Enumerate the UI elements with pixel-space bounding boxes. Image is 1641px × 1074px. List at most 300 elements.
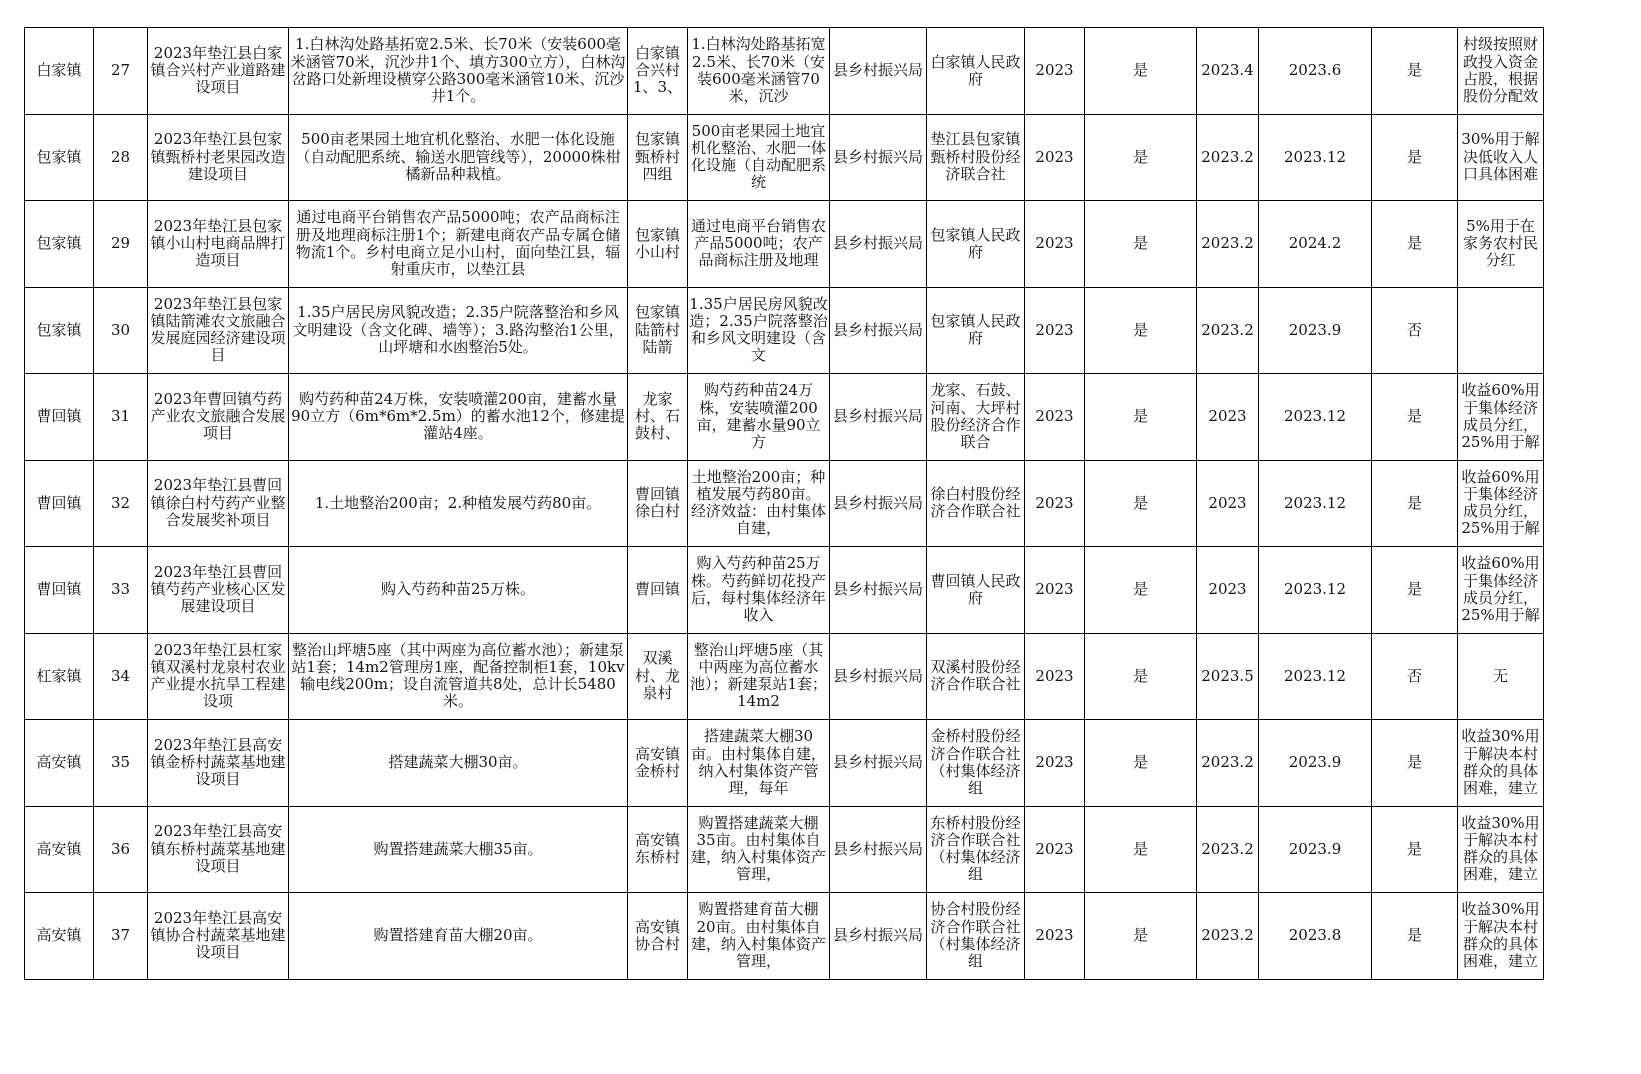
project-name-cell <box>148 374 289 461</box>
number-cell-text: 28 <box>110 147 131 166</box>
flag-cell <box>1085 287 1197 374</box>
flag-cell <box>1085 460 1197 547</box>
owner-cell-text: 东桥村股份经济合作联合社（村集体经济组 <box>930 813 1021 884</box>
construction-content-cell <box>289 28 628 115</box>
flag-cell-text: 是 <box>1132 407 1148 426</box>
flag-cell <box>1085 28 1197 115</box>
construction-content-cell <box>289 633 628 720</box>
construction-content-cell <box>289 893 628 980</box>
remark-cell-text: 收益30%用于解决本村群众的具体困难，建立 <box>1461 900 1540 970</box>
number-cell-text: 31 <box>110 407 131 426</box>
owner-cell-text: 协合村股份经济合作联合社（村集体经济组 <box>930 900 1021 970</box>
project-name-cell-text: 2023年垫江县包家镇小山村电商品牌打造项目 <box>150 216 286 270</box>
project-name-cell-text: 2023年垫江县杠家镇双溪村龙泉村农业产业提水抗旱工程建设项 <box>150 640 286 711</box>
start-date-cell-text: 2023.2 <box>1201 234 1254 253</box>
owner-cell <box>927 720 1025 807</box>
end-date-cell-text: 2023.12 <box>1283 666 1347 685</box>
table-row <box>25 893 1641 980</box>
construction-content-cell <box>289 201 628 288</box>
benefit-cell-text: 购芍药种苗24万株，安装喷灌200亩，建蓄水量90立方 <box>696 381 821 451</box>
flag-cell-2-text: 是 <box>1406 926 1422 945</box>
location-cell <box>628 720 688 807</box>
flag-cell-2-text: 是 <box>1406 234 1422 253</box>
benefit-cell <box>688 287 830 374</box>
flag-cell-2-text: 是 <box>1406 147 1422 166</box>
construction-content-cell-text: 1.土地整治200亩；2.种植发展芍药80亩。 <box>314 493 602 512</box>
end-date-cell <box>1259 28 1372 115</box>
location-cell <box>628 460 688 547</box>
start-date-cell <box>1197 374 1259 461</box>
remark-cell-text: 收益30%用于解决本村群众的具体困难，建立 <box>1461 813 1540 884</box>
number-cell <box>94 201 148 288</box>
table-row <box>25 547 1641 634</box>
number-cell-text: 34 <box>110 666 131 685</box>
year-cell <box>1025 460 1085 547</box>
project-name-cell <box>148 114 289 201</box>
department-cell <box>830 28 927 115</box>
construction-content-cell-text: 通过电商平台销售农产品5000吨；农产品商标注册及地理商标注册1个；新建电商农产品专属仓储物流1个。乡村电商立足小山村，面向垫江县，辐射重庆市，以垫江县 <box>295 208 621 278</box>
remark-cell-text: 收益60%用于集体经济成员分红，25%用于解 <box>1461 467 1540 538</box>
start-date-cell <box>1197 114 1259 201</box>
department-cell-text: 县乡村振兴局 <box>832 493 923 512</box>
construction-content-cell-text: 购入芍药种苗25万株。 <box>380 580 536 599</box>
location-cell <box>628 806 688 893</box>
remark-cell-text: 30%用于解决低收入人口具体困难 <box>1461 130 1540 183</box>
year-cell-text: 2023 <box>1035 147 1074 166</box>
project-name-cell <box>148 720 289 807</box>
year-cell-text: 2023 <box>1035 234 1074 253</box>
construction-content-cell-text: 购芍药种苗24万株，安装喷灌200亩，建蓄水量90立方（6m*6m*2.5m）的蓄水池12个，修建提灌站4座。 <box>291 389 625 443</box>
number-cell-text: 33 <box>110 580 131 599</box>
flag-cell-2-text: 是 <box>1406 61 1422 80</box>
department-cell <box>830 633 927 720</box>
town-cell <box>25 460 94 547</box>
owner-cell <box>927 201 1025 288</box>
flag-cell-text: 是 <box>1132 61 1148 80</box>
owner-cell-text: 金桥村股份经济合作联合社（村集体经济组 <box>930 727 1021 797</box>
number-cell <box>94 633 148 720</box>
department-cell-text: 县乡村振兴局 <box>832 926 923 945</box>
benefit-cell-text: 土地整治200亩；种植发展芍药80亩。经济效益：由村集体自建， <box>690 467 826 538</box>
department-cell-text: 县乡村振兴局 <box>832 839 923 858</box>
department-cell-text: 县乡村振兴局 <box>832 666 923 685</box>
owner-cell-text: 垫江县包家镇甄桥村股份经济联合社 <box>930 130 1021 183</box>
end-date-cell <box>1259 633 1372 720</box>
end-date-cell <box>1259 201 1372 288</box>
benefit-cell <box>688 460 830 547</box>
flag-cell-2 <box>1372 374 1458 461</box>
town-cell <box>25 374 94 461</box>
department-cell <box>830 201 927 288</box>
location-cell <box>628 114 688 201</box>
flag-cell-2 <box>1372 287 1458 374</box>
start-date-cell <box>1197 633 1259 720</box>
project-name-cell-text: 2023年垫江县高安镇协合村蔬菜基地建设项目 <box>150 908 286 962</box>
project-name-cell-text: 2023年曹回镇芍药产业农文旅融合发展项目 <box>150 389 286 443</box>
benefit-cell-text: 搭建蔬菜大棚30亩。由村集体自建，纳入村集体资产管理，每年 <box>690 727 826 797</box>
flag-cell-2-text: 是 <box>1406 407 1422 426</box>
owner-cell-text: 白家镇人民政府 <box>930 52 1021 88</box>
benefit-cell <box>688 201 830 288</box>
town-cell-text: 曹回镇 <box>36 580 82 599</box>
year-cell <box>1025 547 1085 634</box>
flag-cell-text: 是 <box>1132 926 1148 945</box>
project-name-cell <box>148 201 289 288</box>
flag-cell-2 <box>1372 201 1458 288</box>
remark-cell <box>1458 720 1544 807</box>
location-cell-text: 高安镇协合村 <box>634 917 680 953</box>
table-row <box>25 460 1641 547</box>
location-cell-text: 高安镇东桥村 <box>634 831 680 867</box>
start-date-cell-text: 2023 <box>1208 493 1247 512</box>
construction-content-cell <box>289 720 628 807</box>
number-cell <box>94 893 148 980</box>
flag-cell-2-text: 否 <box>1406 666 1422 685</box>
owner-cell-text: 包家镇人民政府 <box>930 225 1021 261</box>
year-cell-text: 2023 <box>1035 493 1074 512</box>
remark-cell <box>1458 287 1544 374</box>
number-cell <box>94 460 148 547</box>
project-name-cell-text: 2023年垫江县高安镇东桥村蔬菜基地建设项目 <box>150 822 286 875</box>
benefit-cell <box>688 893 830 980</box>
year-cell <box>1025 28 1085 115</box>
year-cell <box>1025 806 1085 893</box>
department-cell-text: 县乡村振兴局 <box>832 753 923 772</box>
flag-cell <box>1085 201 1197 288</box>
benefit-cell-text: 1.白林沟处路基拓宽2.5米、长70米（安装600毫米涵管70米，沉沙 <box>691 35 826 105</box>
flag-cell <box>1085 547 1197 634</box>
year-cell <box>1025 633 1085 720</box>
flag-cell <box>1085 720 1197 807</box>
project-name-cell <box>148 28 289 115</box>
remark-cell <box>1458 806 1544 893</box>
project-name-cell <box>148 806 289 893</box>
table-row <box>25 720 1641 807</box>
benefit-cell-text: 500亩老果园土地宜机化整治、水肥一体化设施（自动配肥系统 <box>690 121 826 192</box>
project-name-cell <box>148 547 289 634</box>
start-date-cell <box>1197 806 1259 893</box>
start-date-cell-text: 2023.2 <box>1201 839 1254 858</box>
year-cell-text: 2023 <box>1035 580 1074 599</box>
location-cell <box>628 374 688 461</box>
project-name-cell <box>148 460 289 547</box>
flag-cell-2-text: 是 <box>1406 493 1422 512</box>
number-cell <box>94 720 148 807</box>
start-date-cell-text: 2023.5 <box>1201 666 1254 685</box>
benefit-cell <box>688 720 830 807</box>
number-cell <box>94 28 148 115</box>
remark-cell <box>1458 201 1544 288</box>
remark-cell-text: 5%用于在家务农村民分红 <box>1462 216 1538 270</box>
benefit-cell <box>688 114 830 201</box>
project-name-cell-text: 2023年垫江县高安镇金桥村蔬菜基地建设项目 <box>150 735 286 789</box>
year-cell <box>1025 720 1085 807</box>
location-cell <box>628 633 688 720</box>
start-date-cell <box>1197 893 1259 980</box>
flag-cell-2-text: 是 <box>1406 839 1422 858</box>
flag-cell-text: 是 <box>1132 234 1148 253</box>
town-cell-text: 包家镇 <box>36 320 82 339</box>
remark-cell <box>1458 374 1544 461</box>
construction-content-cell-text: 整治山坪塘5座（其中两座为高位蓄水池）；新建泵站1套；14m2管理房1座，配备控制柜1套，10kv输电线200m；设自流管道共8处，总计长5480米。 <box>291 640 625 711</box>
year-cell-text: 2023 <box>1035 753 1074 772</box>
town-cell <box>25 893 94 980</box>
end-date-cell-text: 2023.9 <box>1288 320 1342 339</box>
construction-content-cell-text: 搭建蔬菜大棚30亩。 <box>388 753 528 772</box>
town-cell <box>25 287 94 374</box>
benefit-cell <box>688 374 830 461</box>
start-date-cell-text: 2023.4 <box>1201 61 1254 80</box>
owner-cell-text: 龙家、石鼓、河南、大坪村股份经济合作联合 <box>930 381 1021 451</box>
owner-cell <box>927 460 1025 547</box>
year-cell <box>1025 893 1085 980</box>
flag-cell <box>1085 893 1197 980</box>
location-cell <box>628 547 688 634</box>
flag-cell-2 <box>1372 633 1458 720</box>
construction-content-cell-text: 购置搭建育苗大棚20亩。 <box>373 926 543 945</box>
project-name-cell <box>148 893 289 980</box>
flag-cell <box>1085 374 1197 461</box>
start-date-cell <box>1197 547 1259 634</box>
benefit-cell-text: 1.35户居民房风貌改造；2.35户院落整治和乡风文明建设（含文 <box>689 294 828 365</box>
town-cell-text: 白家镇 <box>36 61 82 80</box>
number-cell-text: 37 <box>110 926 131 945</box>
project-name-cell-text: 2023年垫江县包家镇甄桥村老果园改造建设项目 <box>150 130 286 183</box>
flag-cell-2 <box>1372 893 1458 980</box>
flag-cell <box>1085 114 1197 201</box>
town-cell-text: 曹回镇 <box>36 407 82 426</box>
end-date-cell <box>1259 114 1372 201</box>
flag-cell-2 <box>1372 720 1458 807</box>
department-cell <box>830 460 927 547</box>
construction-content-cell <box>289 806 628 893</box>
flag-cell-text: 是 <box>1132 493 1148 512</box>
department-cell-text: 县乡村振兴局 <box>832 147 923 166</box>
location-cell-text: 包家镇陆箭村陆箭 <box>634 303 680 356</box>
owner-cell <box>927 28 1025 115</box>
number-cell-text: 30 <box>110 320 131 339</box>
end-date-cell <box>1259 893 1372 980</box>
end-date-cell <box>1259 460 1372 547</box>
flag-cell-text: 是 <box>1132 147 1148 166</box>
table-row <box>25 806 1641 893</box>
number-cell-text: 35 <box>110 753 131 772</box>
location-cell <box>628 893 688 980</box>
end-date-cell-text: 2023.12 <box>1283 407 1347 426</box>
flag-cell-2-text: 否 <box>1406 320 1422 339</box>
construction-content-cell <box>289 287 628 374</box>
number-cell-text: 27 <box>110 61 131 80</box>
remark-cell <box>1458 114 1544 201</box>
end-date-cell-text: 2023.9 <box>1288 753 1342 772</box>
department-cell <box>830 547 927 634</box>
owner-cell <box>927 374 1025 461</box>
start-date-cell-text: 2023.2 <box>1201 926 1254 945</box>
project-name-cell <box>148 633 289 720</box>
flag-cell-text: 是 <box>1132 666 1148 685</box>
flag-cell <box>1085 806 1197 893</box>
location-cell-text: 白家镇合兴村1、3、 <box>632 43 683 97</box>
owner-cell-text: 双溪村股份经济合作联合社 <box>930 658 1021 694</box>
town-cell-text: 曹回镇 <box>36 493 82 512</box>
remark-cell-text: 收益30%用于解决本村群众的具体困难，建立 <box>1461 727 1540 797</box>
table-row <box>25 287 1641 374</box>
remark-cell <box>1458 633 1544 720</box>
benefit-cell-text: 整治山坪塘5座（其中两座为高位蓄水池）；新建泵站1套；14m2 <box>689 640 828 711</box>
department-cell <box>830 114 927 201</box>
town-cell-text: 包家镇 <box>36 234 82 253</box>
year-cell <box>1025 114 1085 201</box>
year-cell <box>1025 374 1085 461</box>
town-cell-text: 杠家镇 <box>36 666 82 685</box>
start-date-cell-text: 2023.2 <box>1201 320 1254 339</box>
town-cell <box>25 806 94 893</box>
town-cell <box>25 114 94 201</box>
benefit-cell-text: 购置搭建育苗大棚20亩。由村集体自建，纳入村集体资产管理， <box>690 900 826 970</box>
start-date-cell <box>1197 287 1259 374</box>
location-cell-text: 曹回镇徐白村 <box>634 485 680 521</box>
construction-content-cell-text: 购置搭建蔬菜大棚35亩。 <box>373 839 543 858</box>
town-cell <box>25 28 94 115</box>
project-name-cell-text: 2023年垫江县白家镇合兴村产业道路建设项目 <box>150 43 286 97</box>
end-date-cell <box>1259 374 1372 461</box>
department-cell <box>830 374 927 461</box>
owner-cell-text: 包家镇人民政府 <box>930 312 1021 348</box>
flag-cell-text: 是 <box>1132 320 1148 339</box>
construction-content-cell-text: 1.35户居民房风貌改造；2.35户院落整治和乡风文明建设（含文化碑、墙等）；3.路沟整治1公里，山坪塘和水凼整治5处。 <box>292 303 624 356</box>
construction-content-cell-text: 500亩老果园土地宜机化整治、水肥一体化设施（自动配肥系统、输送水肥管线等），20000株柑橘新品种栽植。 <box>295 130 621 183</box>
number-cell <box>94 806 148 893</box>
remark-cell <box>1458 28 1544 115</box>
department-cell-text: 县乡村振兴局 <box>832 61 923 80</box>
department-cell <box>830 720 927 807</box>
number-cell <box>94 547 148 634</box>
table-body <box>25 28 1641 980</box>
project-name-cell-text: 2023年垫江县曹回镇芍药产业核心区发展建设项目 <box>150 562 286 616</box>
year-cell-text: 2023 <box>1035 61 1074 80</box>
location-cell-text: 包家镇小山村 <box>634 225 680 261</box>
benefit-cell <box>688 28 830 115</box>
end-date-cell-text: 2023.6 <box>1288 61 1342 80</box>
start-date-cell <box>1197 201 1259 288</box>
year-cell <box>1025 287 1085 374</box>
benefit-cell <box>688 806 830 893</box>
number-cell <box>94 287 148 374</box>
benefit-cell-text: 购置搭建蔬菜大棚35亩。由村集体自建，纳入村集体资产管理， <box>690 813 826 884</box>
table-row <box>25 28 1641 115</box>
construction-content-cell <box>289 374 628 461</box>
remark-cell <box>1458 893 1544 980</box>
benefit-cell-text: 购入芍药种苗25万株。芍药鲜切花投产后，每村集体经济年收入 <box>690 554 826 624</box>
flag-cell-2-text: 是 <box>1406 753 1422 772</box>
start-date-cell-text: 2023.2 <box>1201 753 1254 772</box>
flag-cell-text: 是 <box>1132 580 1148 599</box>
town-cell <box>25 201 94 288</box>
department-cell <box>830 806 927 893</box>
number-cell <box>94 374 148 461</box>
owner-cell-text: 徐白村股份经济合作联合社 <box>930 485 1021 521</box>
remark-cell <box>1458 547 1544 634</box>
end-date-cell <box>1259 806 1372 893</box>
project-table <box>24 27 1641 980</box>
remark-cell-text: 村级按照财政投入资金占股，根据股份分配效 <box>1462 35 1538 105</box>
year-cell-text: 2023 <box>1035 926 1074 945</box>
table-row <box>25 201 1641 288</box>
department-cell-text: 县乡村振兴局 <box>832 234 923 253</box>
department-cell-text: 县乡村振兴局 <box>832 407 923 426</box>
construction-content-cell <box>289 114 628 201</box>
town-cell <box>25 633 94 720</box>
department-cell <box>830 287 927 374</box>
year-cell-text: 2023 <box>1035 407 1074 426</box>
location-cell-text: 双溪村、龙泉村 <box>634 649 680 702</box>
table-row <box>25 374 1641 461</box>
town-cell-text: 高安镇 <box>36 839 82 858</box>
end-date-cell <box>1259 720 1372 807</box>
department-cell-text: 县乡村振兴局 <box>832 320 923 339</box>
start-date-cell <box>1197 460 1259 547</box>
benefit-cell <box>688 547 830 634</box>
town-cell-text: 高安镇 <box>36 753 82 772</box>
benefit-cell <box>688 633 830 720</box>
location-cell-text: 高安镇金桥村 <box>634 744 680 780</box>
town-cell <box>25 720 94 807</box>
start-date-cell-text: 2023.2 <box>1201 147 1254 166</box>
remark-cell-text: 收益60%用于集体经济成员分红，25%用于解 <box>1461 381 1540 451</box>
remark-cell-text: 无 <box>1492 666 1508 685</box>
start-date-cell <box>1197 28 1259 115</box>
number-cell <box>94 114 148 201</box>
town-cell <box>25 547 94 634</box>
flag-cell-2 <box>1372 28 1458 115</box>
table-row <box>25 633 1641 720</box>
end-date-cell-text: 2024.2 <box>1288 234 1342 253</box>
location-cell <box>628 201 688 288</box>
project-name-cell-text: 2023年垫江县曹回镇徐白村芍药产业整合发展奖补项目 <box>150 476 286 529</box>
location-cell <box>628 287 688 374</box>
construction-content-cell-text: 1.白林沟处路基拓宽2.5米、长70米（安装600毫米涵管70米，沉沙井1个、填方300立方），白林沟岔路口处新埋设横穿公路300毫米涵管10米、沉沙井1个。 <box>290 35 626 105</box>
end-date-cell-text: 2023.12 <box>1283 493 1347 512</box>
end-date-cell-text: 2023.12 <box>1283 580 1347 599</box>
number-cell-text: 32 <box>110 493 131 512</box>
owner-cell <box>927 633 1025 720</box>
table-row <box>25 114 1641 201</box>
department-cell <box>830 893 927 980</box>
owner-cell <box>927 806 1025 893</box>
project-name-cell <box>148 287 289 374</box>
year-cell <box>1025 201 1085 288</box>
owner-cell <box>927 547 1025 634</box>
number-cell-text: 29 <box>110 234 131 253</box>
location-cell-text: 包家镇甄桥村四组 <box>634 130 680 183</box>
owner-cell-text: 曹回镇人民政府 <box>930 571 1021 607</box>
owner-cell <box>927 893 1025 980</box>
construction-content-cell <box>289 547 628 634</box>
year-cell-text: 2023 <box>1035 320 1074 339</box>
location-cell-text: 曹回镇 <box>634 580 680 599</box>
town-cell-text: 高安镇 <box>36 926 82 945</box>
project-name-cell-text: 2023年垫江县包家镇陆箭滩农文旅融合发展庭园经济建设项目 <box>150 294 286 365</box>
end-date-cell <box>1259 287 1372 374</box>
year-cell-text: 2023 <box>1035 666 1074 685</box>
flag-cell-text: 是 <box>1132 839 1148 858</box>
construction-content-cell <box>289 460 628 547</box>
number-cell-text: 36 <box>110 839 131 858</box>
remark-cell-text: 收益60%用于集体经济成员分红，25%用于解 <box>1461 554 1540 624</box>
flag-cell-2-text: 是 <box>1406 580 1422 599</box>
end-date-cell-text: 2023.12 <box>1283 147 1347 166</box>
end-date-cell-text: 2023.8 <box>1288 926 1342 945</box>
